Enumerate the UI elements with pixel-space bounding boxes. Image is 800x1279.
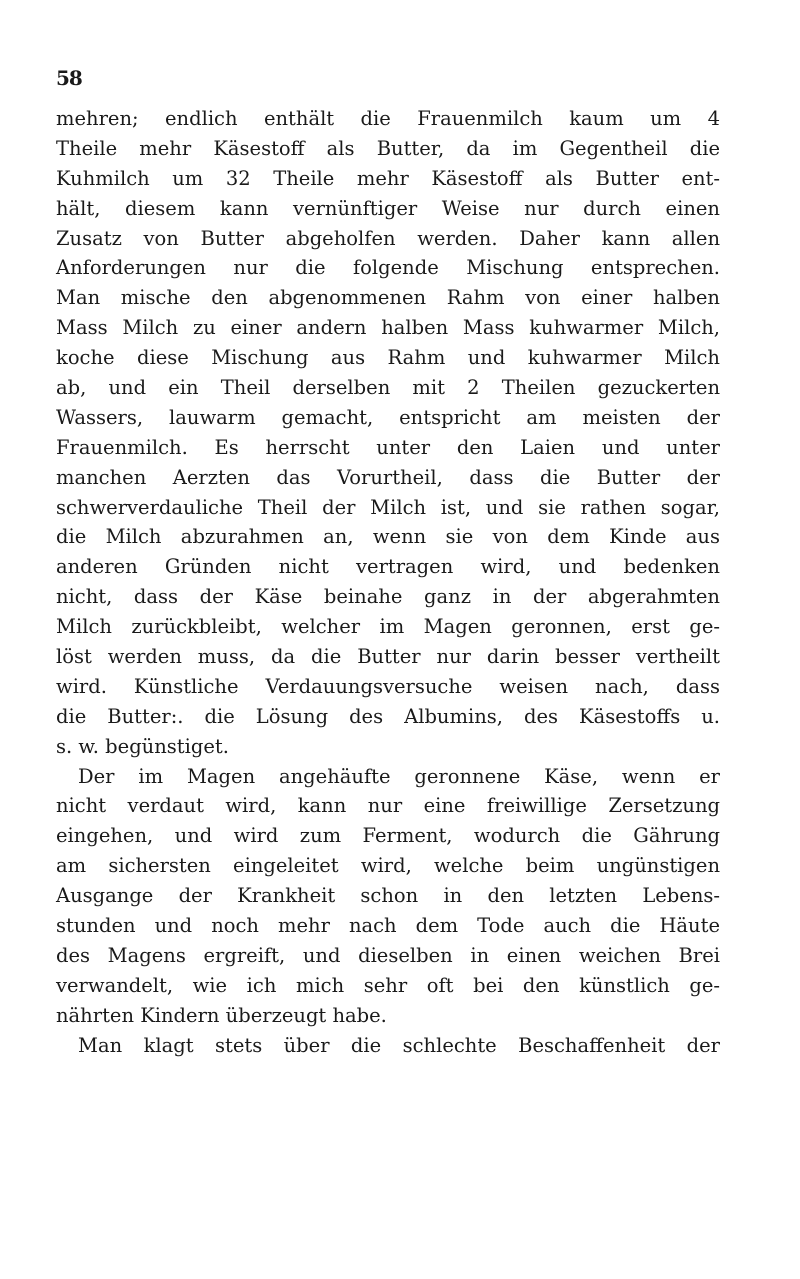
- text-line: die Butter:. die Lösung des Albumins, des Käsestoffs u.: [56, 704, 720, 728]
- text-line: mehren; endlich enthält die Frauenmilch kaum um 4: [56, 107, 720, 130]
- text-line: nährten Kindern überzeugt habe.: [56, 1003, 387, 1027]
- text-line: löst werden muss, da die Butter nur darin besser vertheilt: [56, 645, 720, 669]
- text-line: stunden und noch mehr nach dem Tode auch die Häute: [56, 914, 720, 938]
- text-line: Wassers, lauwarm gemacht, entspricht am meisten der: [56, 405, 720, 429]
- text-line: Mass Milch zu einer andern halben Mass kuhwarmer Milch,: [56, 316, 720, 340]
- text-line: Frauenmilch. Es herrscht unter den Laien und unter: [56, 435, 720, 459]
- text-line: schwerverdauliche Theil der Milch ist, und sie rathen sogar,: [56, 495, 720, 519]
- text-line: Theile mehr Käsestoff als Butter, da im Gegentheil die: [56, 136, 720, 160]
- text-line: ab, und ein Theil derselben mit 2 Theilen gezuckerten: [56, 376, 720, 400]
- text-line: eingehen, und wird zum Ferment, wodurch die Gährung: [56, 824, 720, 848]
- text-line: wird. Künstliche Verdauungsversuche weisen nach, dass: [56, 674, 720, 698]
- text-line: koche diese Mischung aus Rahm und kuhwarmer Milch: [56, 346, 720, 370]
- text-line: des Magens ergreift, und dieselben in einen weichen Brei: [56, 943, 720, 967]
- text-line: nicht, dass der Käse beinahe ganz in der abgerahmten: [56, 585, 720, 609]
- page-number: 58: [56, 66, 82, 90]
- text-line: Der im Magen angehäufte geronnene Käse, wenn er: [78, 764, 720, 788]
- text-line: hält, diesem kann vernünftiger Weise nur durch einen: [56, 196, 720, 220]
- text-line: Kuhmilch um 32 Theile mehr Käsestoff als Butter ent-: [56, 166, 720, 190]
- text-line: Man mische den abgenommenen Rahm von einer halben: [56, 286, 720, 310]
- text-line: am sichersten eingeleitet wird, welche beim ungünstigen: [56, 854, 720, 878]
- text-line: Man klagt stets über die schlechte Beschaffenheit der: [78, 1033, 720, 1057]
- text-line: verwandelt, wie ich mich sehr oft bei den künstlich ge-: [56, 973, 720, 997]
- text-line: anderen Gründen nicht vertragen wird, und bedenken: [56, 555, 720, 579]
- text-line: Anforderungen nur die folgende Mischung entsprechen.: [56, 256, 720, 280]
- text-line: manchen Aerzten das Vorurtheil, dass die Butter der: [56, 465, 720, 489]
- text-line: Milch zurückbleibt, welcher im Magen geronnen, erst ge-: [56, 615, 720, 639]
- body-text: [56, 104, 720, 1061]
- text-line: die Milch abzurahmen an, wenn sie von dem Kinde aus: [56, 525, 720, 549]
- text-line: Ausgange der Krankheit schon in den letzten Lebens-: [56, 884, 720, 908]
- text-line: nicht verdaut wird, kann nur eine freiwillige Zersetzung: [56, 794, 720, 818]
- text-line: Zusatz von Butter abgeholfen werden. Daher kann allen: [56, 226, 720, 250]
- text-line: s. w. begünstiget.: [56, 734, 229, 758]
